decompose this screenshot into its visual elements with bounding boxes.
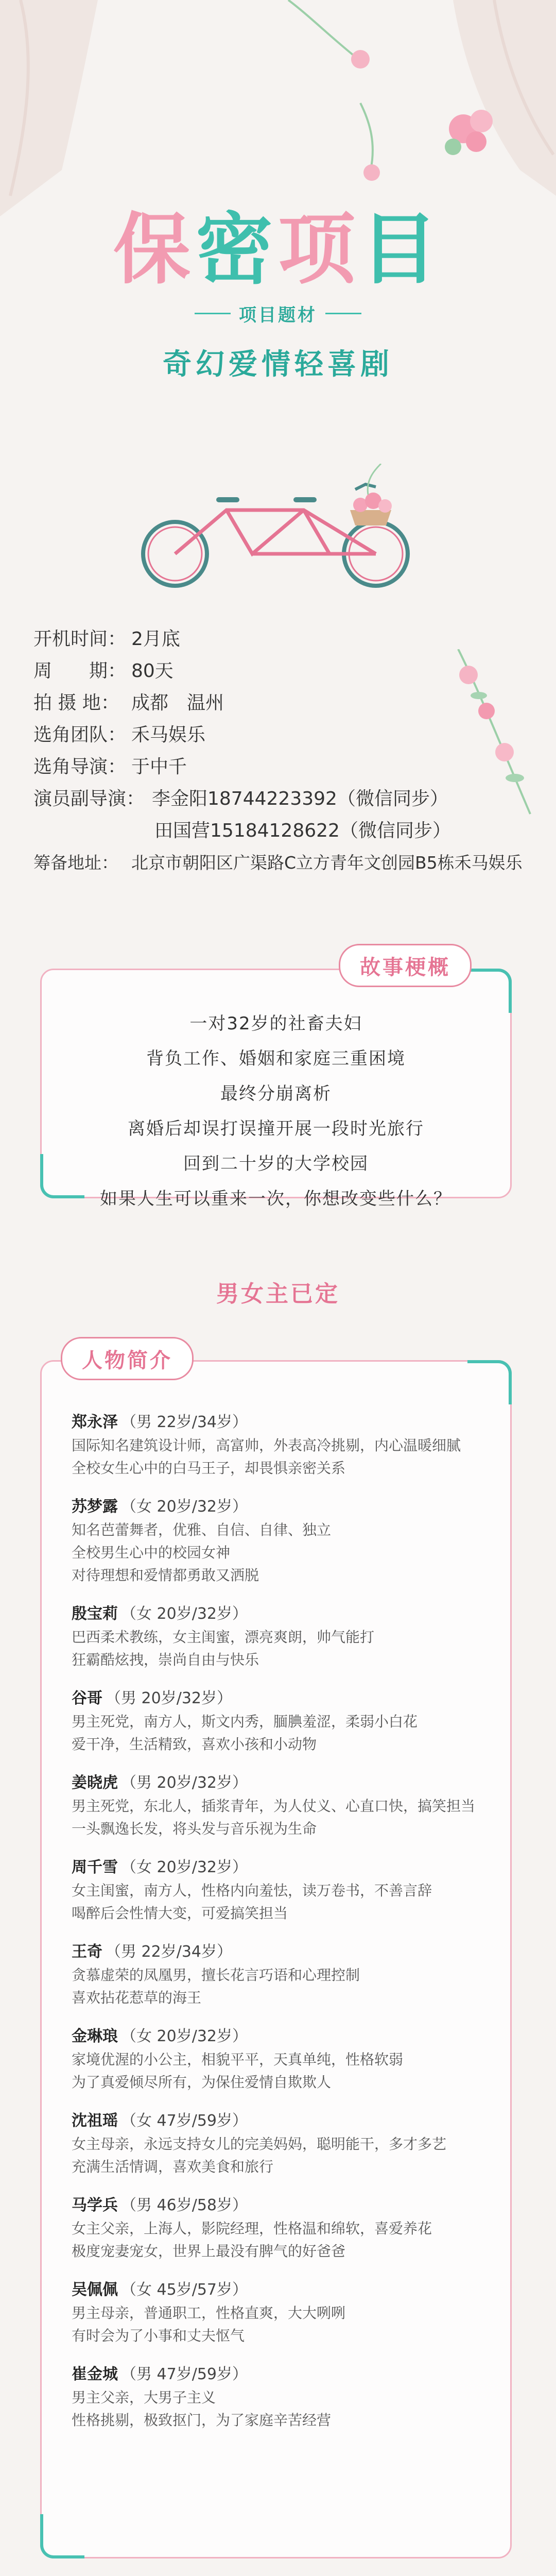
character-description: 全校女生心中的白马王子，却畏惧亲密关系: [72, 1460, 346, 1477]
story-line: 一对32岁的社畜夫妇: [189, 1013, 362, 1034]
character-age: （男 46岁/58岁）: [121, 2196, 248, 2214]
character-name: 谷哥: [72, 1689, 102, 1707]
genre-label: 奇幻爱情轻喜剧: [163, 348, 393, 381]
character-description: 性格挑剔，极致抠门，为了家庭辛苦经营: [72, 2412, 332, 2429]
info-value: 禾马娱乐: [131, 724, 206, 745]
character-name-line: [72, 1495, 494, 1519]
character-description: 家境优渥的小公主，相貌平平，天真单纯，性格软弱: [72, 2051, 404, 2068]
tandem-bicycle-illustration: [134, 464, 422, 592]
character-description: 巴西柔术教练，女主闺蜜，漂亮爽朗，帅气能打: [72, 1629, 375, 1646]
info-value: 成都 温州: [131, 692, 224, 714]
character-description: 充满生活情调，喜欢美食和旅行: [72, 2158, 274, 2175]
floral-side-decoration-illustration: [438, 649, 556, 819]
leads-cast-note: 男女主已定: [216, 1281, 340, 1307]
phone-contact[interactable]: 李金阳18744223392（微信同步）: [152, 788, 448, 809]
phone-contact[interactable]: 田国营15184128622（微信同步）: [154, 820, 451, 841]
character-name: 金琳琅: [72, 2027, 118, 2045]
character-entry: [72, 1940, 494, 2009]
story-heading-badge: 故事梗概: [339, 944, 472, 987]
character-entry: [72, 2109, 494, 2178]
info-value: 于中千: [131, 756, 187, 777]
info-label: 筹备地址：: [33, 853, 118, 873]
character-name: 姜晓虎: [72, 1774, 118, 1792]
character-description: 男主死党，南方人，斯文内秀，腼腆羞涩，柔弱小白花: [72, 1713, 418, 1730]
info-label: 周 期：: [33, 660, 127, 682]
character-description: 女主父亲，上海人，影院经理，性格温和绵软，喜爱养花: [72, 2220, 432, 2237]
character-entry: [72, 2363, 494, 2432]
title-section: [0, 206, 556, 383]
character-name: 马学兵: [72, 2196, 118, 2214]
character-name: 周千雪: [72, 1858, 118, 1876]
character-age: （男 20岁/32岁）: [106, 1689, 232, 1707]
characters-heading-badge: 人物简介: [61, 1337, 194, 1380]
character-description: 爱干净，生活精致，喜欢小孩和小动物: [72, 1736, 317, 1753]
character-name-line: [72, 1687, 494, 1710]
character-list: [72, 1411, 494, 2447]
info-value: 2月底: [131, 629, 180, 650]
character-description: 狂霸酷炫拽，崇尚自由与快乐: [72, 1651, 259, 1668]
info-row-address: [33, 847, 543, 879]
character-description: 喜欢拈花惹草的海王: [72, 1989, 202, 2006]
character-name-line: [72, 1602, 494, 1626]
character-description: 极度宠妻宠女，世界上最没有脾气的好爸爸: [72, 2243, 346, 2260]
character-entry: [72, 2025, 494, 2094]
character-age: （女 20岁/32岁）: [121, 1498, 248, 1516]
story-line: 回到二十岁的大学校园: [183, 1154, 369, 1174]
character-entry: [72, 2278, 494, 2347]
title-char: 密: [195, 205, 278, 295]
character-entry: [72, 1687, 494, 1756]
main-title: [0, 206, 556, 294]
title-char: 保: [113, 205, 196, 295]
character-age: （女 45岁/57岁）: [121, 2281, 248, 2299]
character-age: （男 47岁/59岁）: [121, 2365, 248, 2383]
story-line: 最终分崩离析: [220, 1083, 332, 1104]
character-description: 有时会为了小事和丈夫怄气: [72, 2327, 245, 2344]
title-char: 目: [360, 205, 443, 295]
divider: [325, 313, 361, 314]
character-description: 知名芭蕾舞者，优雅、自信、自律、独立: [72, 1521, 332, 1538]
character-description: 全校男生心中的校园女神: [72, 1544, 231, 1561]
info-label: 选角导演：: [33, 756, 127, 777]
character-description: 女主闺蜜，南方人，性格内向羞怯，读万卷书，不善言辞: [72, 1882, 432, 1899]
character-age: （女 20岁/32岁）: [121, 1858, 248, 1876]
info-label: 拍 摄 地：: [33, 692, 119, 714]
character-description: 男主母亲，普通职工，性格直爽，大大咧咧: [72, 2304, 346, 2321]
title-char: 项: [278, 205, 361, 295]
character-description: 对待理想和爱情都勇敢又洒脱: [72, 1567, 259, 1584]
character-age: （男 22岁/34岁）: [121, 1413, 248, 1431]
character-age: （男 22岁/34岁）: [106, 1943, 232, 1961]
info-label: 选角团队：: [33, 724, 127, 745]
character-description: 男主死党，东北人，插浆青年，为人仗义、心直口快，搞笑担当: [72, 1798, 476, 1815]
characters-box: [40, 1360, 512, 2558]
subtitle-line: [0, 301, 556, 326]
character-description: 男主父亲，大男子主义: [72, 2389, 216, 2406]
subtitle: 项目题材: [239, 305, 317, 326]
corner-accent: [467, 1360, 512, 1404]
character-entry: [72, 1771, 494, 1840]
character-name: 郑永泽: [72, 1413, 118, 1431]
story-lines: [42, 970, 510, 1216]
character-name-line: [72, 2025, 494, 2048]
corner-accent: [40, 2514, 84, 2558]
info-value: 北京市朝阳区广渠路C立方青年文创园B5栋禾马娱乐: [131, 853, 523, 873]
character-description: 一头飘逸长发，将头发与音乐视为生命: [72, 1820, 317, 1837]
character-name-line: [72, 2278, 494, 2302]
story-synopsis-box: [40, 969, 512, 1209]
info-row-assistant-2: [33, 815, 543, 847]
info-value: 80天: [131, 660, 173, 682]
character-entry: [72, 1495, 494, 1587]
info-label: 开机时间：: [33, 629, 127, 650]
corner-accent: [467, 969, 512, 1013]
character-age: （女 20岁/32岁）: [121, 2027, 248, 2045]
corner-accent: [40, 1154, 84, 1198]
character-name: 王奇: [72, 1943, 102, 1961]
character-name: 沈祖瑶: [72, 2112, 118, 2130]
character-entry: [72, 1856, 494, 1925]
character-entry: [72, 2194, 494, 2263]
floral-top-decoration-illustration: [0, 0, 556, 216]
info-label: 演员副导演：: [33, 788, 145, 809]
character-name-line: [72, 2194, 494, 2217]
character-age: （男 20岁/32岁）: [121, 1774, 248, 1792]
story-line: 如果人生可以重来一次，你想改变些什么？: [100, 1189, 452, 1209]
character-name-line: [72, 1411, 494, 1434]
character-name-line: [72, 1856, 494, 1879]
character-description: 贪慕虚荣的凤凰男，擅长花言巧语和心理控制: [72, 1967, 360, 1984]
character-name: 殷宝莉: [72, 1605, 118, 1623]
character-entry: [72, 1411, 494, 1480]
character-description: 喝醉后会性情大变，可爱搞笑担当: [72, 1905, 288, 1922]
character-description: 为了真爱倾尽所有，为保住爱情自欺欺人: [72, 2074, 332, 2091]
character-name-line: [72, 2109, 494, 2133]
character-name-line: [72, 1771, 494, 1795]
character-name: 崔金城: [72, 2365, 118, 2383]
character-name: 苏梦露: [72, 1498, 118, 1516]
character-age: （女 47岁/59岁）: [121, 2112, 248, 2130]
character-name-line: [72, 2363, 494, 2386]
character-name: 吴佩佩: [72, 2281, 118, 2299]
character-age: （女 20岁/32岁）: [121, 1605, 248, 1623]
character-description: 女主母亲，永远支持女儿的完美妈妈，聪明能干，多才多艺: [72, 2136, 447, 2153]
story-line: 离婚后却误打误撞开展一段时光旅行: [128, 1118, 424, 1139]
story-line: 背负工作、婚姻和家庭三重困境: [146, 1048, 406, 1069]
character-description: 国际知名建筑设计师，高富帅，外表高冷挑剔，内心温暖细腻: [72, 1437, 461, 1454]
character-entry: [72, 1602, 494, 1671]
character-name-line: [72, 1940, 494, 1964]
divider: [195, 313, 231, 314]
